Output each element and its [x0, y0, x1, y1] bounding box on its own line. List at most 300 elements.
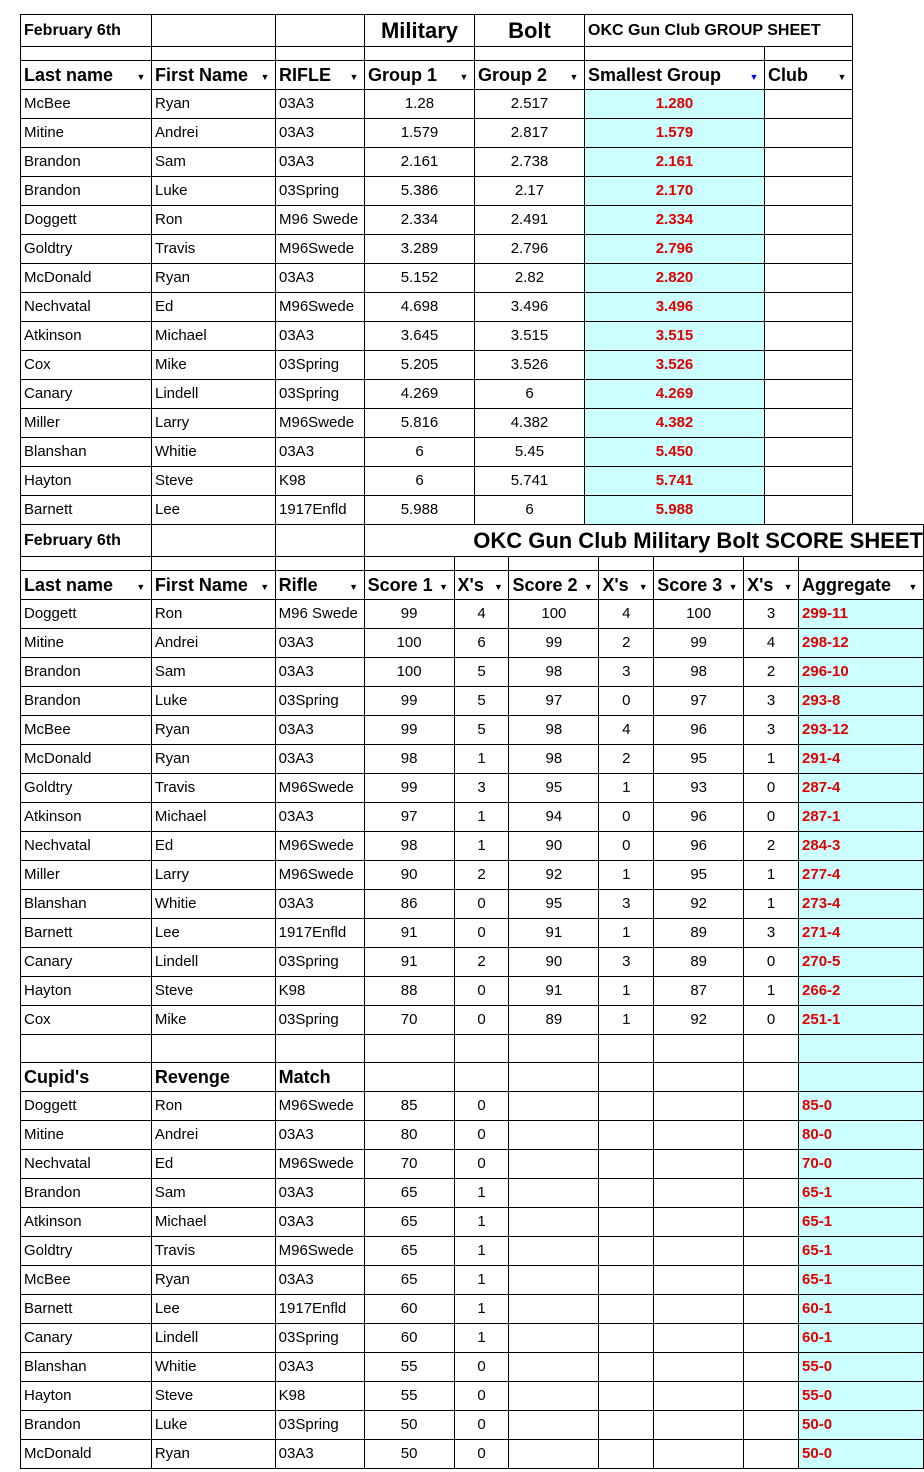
first-name-cell: Lee	[152, 496, 276, 525]
last-name-cell: Goldtry	[21, 1237, 152, 1266]
score1-cell: 88	[364, 977, 454, 1006]
table-row	[21, 977, 924, 1006]
score2-cell: 100	[509, 600, 599, 629]
rifle-cell: 03Spring	[276, 380, 365, 409]
last-name-cell: McBee	[21, 716, 152, 745]
score-col-header-label: Aggregate	[802, 575, 892, 595]
last-name-cell: Doggett	[21, 1092, 152, 1121]
x1-cell: 5	[454, 716, 509, 745]
last-name-cell: McBee	[21, 90, 152, 119]
group-col-header-label: Group 1	[368, 65, 438, 85]
smallest-group-cell: 1.280	[585, 90, 765, 119]
group2-cell: 2.796	[475, 235, 585, 264]
score-cell: 60	[364, 1295, 454, 1324]
table-row	[21, 1121, 924, 1150]
score3-cell: 89	[654, 919, 744, 948]
empty-cell	[744, 1411, 799, 1440]
score-col-header[interactable]	[654, 571, 744, 600]
last-name-cell: Miller	[21, 409, 152, 438]
rifle-cell: M96Swede	[275, 861, 364, 890]
first-name-cell: Andrei	[152, 119, 276, 148]
group2-cell: 2.817	[475, 119, 585, 148]
aggregate-cell: 50-0	[799, 1440, 924, 1469]
aggregate-cell: 65-1	[799, 1266, 924, 1295]
empty-cell	[599, 1295, 654, 1324]
table-row	[21, 322, 853, 351]
last-name-cell: Brandon	[21, 1179, 152, 1208]
filter-dropdown-icon[interactable]: ▼	[580, 579, 596, 595]
aggregate-cell: 70-0	[799, 1150, 924, 1179]
score3-cell: 89	[654, 948, 744, 977]
score-cell: 85	[364, 1092, 454, 1121]
spacer-cell	[151, 557, 275, 571]
group-header-row	[21, 61, 853, 90]
first-name-cell: Michael	[151, 803, 275, 832]
empty-cell	[654, 1150, 744, 1179]
rifle-cell: 03Spring	[275, 1324, 364, 1353]
score-col-header[interactable]	[744, 571, 799, 600]
filter-dropdown-icon[interactable]: ▼	[346, 69, 362, 85]
group1-cell: 4.269	[365, 380, 475, 409]
x1-cell: 1	[454, 832, 509, 861]
aggregate-cell: 271-4	[799, 919, 924, 948]
score1-cell: 91	[364, 948, 454, 977]
score2-cell: 90	[509, 948, 599, 977]
empty-cell	[599, 1035, 654, 1063]
smallest-group-cell: 2.820	[585, 264, 765, 293]
empty-cell	[744, 1440, 799, 1469]
group2-cell: 2.491	[475, 206, 585, 235]
score2-cell: 90	[509, 832, 599, 861]
group2-cell: 2.17	[475, 177, 585, 206]
aggregate-cell: 85-0	[799, 1092, 924, 1121]
aggregate-cell: 266-2	[799, 977, 924, 1006]
group-sheet-title: OKC Gun Club GROUP SHEET	[585, 15, 853, 47]
rifle-cell: 03Spring	[275, 1411, 364, 1440]
table-row	[21, 1266, 924, 1295]
first-name-cell: Travis	[151, 1237, 275, 1266]
last-name-cell: Doggett	[21, 206, 152, 235]
x-cell: 1	[454, 1208, 509, 1237]
rifle-cell: K98	[276, 467, 365, 496]
smallest-group-cell: 3.496	[585, 293, 765, 322]
group1-cell: 5.988	[365, 496, 475, 525]
club-cell	[765, 119, 853, 148]
x-cell: 1	[454, 1295, 509, 1324]
x2-cell: 3	[599, 658, 654, 687]
last-name-cell: McDonald	[21, 1440, 152, 1469]
x2-cell: 0	[599, 687, 654, 716]
cupids-title-cell: Cupid's	[21, 1063, 152, 1092]
score-col-header[interactable]	[21, 571, 152, 600]
score1-cell: 86	[364, 890, 454, 919]
group2-cell: 2.82	[475, 264, 585, 293]
aggregate-cell: 55-0	[799, 1382, 924, 1411]
x1-cell: 0	[454, 890, 509, 919]
group1-cell: 5.386	[365, 177, 475, 206]
score3-cell: 99	[654, 629, 744, 658]
empty-cell	[509, 1150, 599, 1179]
x1-cell: 1	[454, 803, 509, 832]
score-col-header[interactable]	[275, 571, 364, 600]
empty-cell	[654, 1208, 744, 1237]
aggregate-cell: 60-1	[799, 1295, 924, 1324]
empty-cell	[599, 1150, 654, 1179]
rifle-cell: 03A3	[275, 629, 364, 658]
score1-cell: 100	[364, 629, 454, 658]
rifle-cell: M96Swede	[276, 409, 365, 438]
smallest-group-cell: 4.382	[585, 409, 765, 438]
rifle-cell: 03Spring	[275, 1006, 364, 1035]
score3-cell: 98	[654, 658, 744, 687]
rifle-cell: 03A3	[275, 658, 364, 687]
empty-cell	[744, 1179, 799, 1208]
empty-cell	[744, 1035, 799, 1063]
last-name-cell: Atkinson	[21, 1208, 152, 1237]
empty-cell	[509, 1237, 599, 1266]
group1-cell: 2.334	[365, 206, 475, 235]
score-col-header-label: Score 2	[512, 575, 578, 595]
rifle-cell: M96Swede	[276, 293, 365, 322]
group-col-header[interactable]	[21, 61, 152, 90]
first-name-cell: Steve	[151, 1382, 275, 1411]
rifle-cell: 03A3	[275, 1266, 364, 1295]
first-name-cell: Ron	[151, 600, 275, 629]
score2-cell: 95	[509, 774, 599, 803]
aggregate-cell: 287-4	[799, 774, 924, 803]
rifle-cell: 03A3	[276, 119, 365, 148]
last-name-cell: Hayton	[21, 467, 152, 496]
aggregate-cell: 60-1	[799, 1324, 924, 1353]
last-name-cell: Doggett	[21, 600, 152, 629]
rifle-cell: 1917Enfld	[276, 496, 365, 525]
group2-cell: 3.526	[475, 351, 585, 380]
last-name-cell: Mitine	[21, 119, 152, 148]
score-col-header[interactable]	[599, 571, 654, 600]
filter-dropdown-icon[interactable]: ▼	[635, 579, 651, 595]
score2-cell: 91	[509, 977, 599, 1006]
smallest-group-cell: 3.526	[585, 351, 765, 380]
spacer-cell	[454, 557, 509, 571]
aggregate-cell: 50-0	[799, 1411, 924, 1440]
aggregate-cell: 284-3	[799, 832, 924, 861]
empty-cell	[799, 1035, 924, 1063]
first-name-cell: Ed	[151, 832, 275, 861]
last-name-cell: Brandon	[21, 687, 152, 716]
score-col-header-label: Score 1	[367, 575, 433, 595]
score3-cell: 95	[654, 861, 744, 890]
x2-cell: 4	[599, 716, 654, 745]
table-row	[21, 1324, 924, 1353]
empty-cell	[509, 1440, 599, 1469]
group1-cell: 6	[365, 467, 475, 496]
group-col-header[interactable]	[475, 61, 585, 90]
score-col-header[interactable]	[799, 571, 924, 600]
score2-cell: 91	[509, 919, 599, 948]
rifle-cell: 03A3	[276, 322, 365, 351]
score1-cell: 99	[364, 600, 454, 629]
empty-cell	[744, 1150, 799, 1179]
filter-dropdown-icon[interactable]: ▼	[780, 579, 796, 595]
aggregate-cell: 291-4	[799, 745, 924, 774]
empty-cell	[509, 1382, 599, 1411]
table-row	[21, 1440, 924, 1469]
first-name-cell: Michael	[151, 1208, 275, 1237]
score-cell: 60	[364, 1324, 454, 1353]
x-cell: 1	[454, 1324, 509, 1353]
last-name-cell: Canary	[21, 1324, 152, 1353]
score-col-header-label: Last name	[24, 575, 114, 595]
score-cell: 70	[364, 1150, 454, 1179]
rifle-cell: 03Spring	[276, 351, 365, 380]
table-row	[21, 861, 924, 890]
club-cell	[765, 496, 853, 525]
empty-cell	[151, 525, 275, 557]
x1-cell: 3	[454, 774, 509, 803]
first-name-cell: Whitie	[151, 1353, 275, 1382]
x-cell: 0	[454, 1382, 509, 1411]
group1-cell: 3.289	[365, 235, 475, 264]
blank-row	[21, 1035, 924, 1063]
x3-cell: 1	[744, 745, 799, 774]
first-name-cell: Ed	[151, 1150, 275, 1179]
score1-cell: 100	[364, 658, 454, 687]
first-name-cell: Travis	[151, 774, 275, 803]
x2-cell: 2	[599, 629, 654, 658]
score-col-header[interactable]	[454, 571, 509, 600]
club-cell	[765, 235, 853, 264]
rifle-cell: M96Swede	[275, 774, 364, 803]
x2-cell: 1	[599, 919, 654, 948]
table-row	[21, 716, 924, 745]
filter-dropdown-icon[interactable]: ▼	[257, 69, 273, 85]
table-row	[21, 1150, 924, 1179]
group1-cell: 1.28	[365, 90, 475, 119]
filter-dropdown-icon[interactable]: ▼	[257, 579, 273, 595]
empty-cell	[509, 1411, 599, 1440]
group-col-header[interactable]	[585, 61, 765, 90]
table-row	[21, 438, 853, 467]
table-row	[21, 1092, 924, 1121]
score1-cell: 70	[364, 1006, 454, 1035]
empty-cell	[509, 1121, 599, 1150]
group-sheet-date: February 6th	[21, 15, 152, 47]
empty-cell	[654, 1382, 744, 1411]
filter-dropdown-icon[interactable]: ▼	[133, 69, 149, 85]
score-col-header-label: Score 3	[657, 575, 723, 595]
score1-cell: 91	[364, 919, 454, 948]
rifle-cell: 03A3	[275, 1179, 364, 1208]
first-name-cell: Ryan	[151, 1440, 275, 1469]
rifle-cell: M96Swede	[276, 235, 365, 264]
score-cell: 50	[364, 1411, 454, 1440]
table-row	[21, 293, 853, 322]
score-col-header[interactable]	[364, 571, 454, 600]
rifle-cell: 03A3	[275, 716, 364, 745]
group-col-header[interactable]	[365, 61, 475, 90]
filter-dropdown-icon[interactable]: ▼	[346, 579, 362, 595]
table-row	[21, 1353, 924, 1382]
first-name-cell: Ryan	[152, 90, 276, 119]
score2-cell: 92	[509, 861, 599, 890]
group1-cell: 4.698	[365, 293, 475, 322]
club-cell	[765, 90, 853, 119]
club-cell	[765, 438, 853, 467]
empty-cell	[654, 1063, 744, 1092]
group2-cell: 5.741	[475, 467, 585, 496]
aggregate-cell: 299-11	[799, 600, 924, 629]
spacer-cell	[152, 47, 276, 61]
last-name-cell: Blanshan	[21, 1353, 152, 1382]
club-cell	[765, 293, 853, 322]
aggregate-cell: 296-10	[799, 658, 924, 687]
smallest-group-cell: 5.988	[585, 496, 765, 525]
score2-cell: 89	[509, 1006, 599, 1035]
last-name-cell: Barnett	[21, 496, 152, 525]
score-col-header-label: X's	[457, 575, 484, 595]
score-col-header[interactable]	[151, 571, 275, 600]
first-name-cell: Lindell	[151, 1324, 275, 1353]
aggregate-cell: 293-12	[799, 716, 924, 745]
score2-cell: 99	[509, 629, 599, 658]
x2-cell: 2	[599, 745, 654, 774]
club-cell	[765, 409, 853, 438]
first-name-cell: Whitie	[151, 890, 275, 919]
last-name-cell: McDonald	[21, 745, 152, 774]
empty-cell	[509, 1092, 599, 1121]
score-cell: 65	[364, 1237, 454, 1266]
table-row	[21, 658, 924, 687]
table-row	[21, 1382, 924, 1411]
club-cell	[765, 148, 853, 177]
last-name-cell: Brandon	[21, 658, 152, 687]
filter-dropdown-icon[interactable]: ▼	[834, 69, 850, 85]
first-name-cell: Mike	[151, 1006, 275, 1035]
first-name-cell: Lindell	[152, 380, 276, 409]
empty-cell	[599, 1063, 654, 1092]
x1-cell: 5	[454, 687, 509, 716]
filter-dropdown-icon[interactable]: ▼	[725, 579, 741, 595]
last-name-cell: McDonald	[21, 264, 152, 293]
x1-cell: 0	[454, 1006, 509, 1035]
x1-cell: 2	[454, 948, 509, 977]
empty-cell	[744, 1092, 799, 1121]
last-name-cell: Nechvatal	[21, 293, 152, 322]
table-row	[21, 409, 853, 438]
rifle-cell: M96Swede	[275, 1150, 364, 1179]
empty-cell	[599, 1208, 654, 1237]
group2-cell: 2.738	[475, 148, 585, 177]
spacer-cell	[654, 557, 744, 571]
rifle-cell: 03A3	[275, 745, 364, 774]
empty-cell	[509, 1353, 599, 1382]
empty-cell	[744, 1063, 799, 1092]
cupids-title-cell: Revenge	[151, 1063, 275, 1092]
x2-cell: 0	[599, 803, 654, 832]
filter-dropdown-icon[interactable]: ▼	[456, 69, 472, 85]
group1-cell: 3.645	[365, 322, 475, 351]
empty-cell	[599, 1237, 654, 1266]
empty-cell	[654, 1353, 744, 1382]
last-name-cell: Barnett	[21, 919, 152, 948]
last-name-cell: Mitine	[21, 1121, 152, 1150]
cupids-header-row	[21, 1063, 924, 1092]
score-cell: 65	[364, 1179, 454, 1208]
filter-dropdown-icon[interactable]: ▼	[490, 579, 506, 595]
group-col-header[interactable]	[276, 61, 365, 90]
club-cell	[765, 206, 853, 235]
empty-cell	[509, 1208, 599, 1237]
score-sheet-date: February 6th	[21, 525, 152, 557]
score1-cell: 99	[364, 774, 454, 803]
table-row	[21, 687, 924, 716]
group-col-header[interactable]	[765, 61, 853, 90]
last-name-cell: Brandon	[21, 148, 152, 177]
spacer-cell	[765, 47, 853, 61]
first-name-cell: Sam	[151, 1179, 275, 1208]
score1-cell: 99	[364, 716, 454, 745]
table-row	[21, 148, 853, 177]
score3-cell: 95	[654, 745, 744, 774]
group2-cell: 3.515	[475, 322, 585, 351]
x3-cell: 3	[744, 919, 799, 948]
group2-cell: 6	[475, 380, 585, 409]
score3-cell: 92	[654, 890, 744, 919]
group1-cell: 5.152	[365, 264, 475, 293]
rifle-cell: 03A3	[276, 90, 365, 119]
empty-cell	[599, 1382, 654, 1411]
rifle-cell: M96 Swede	[275, 600, 364, 629]
x3-cell: 2	[744, 832, 799, 861]
filter-dropdown-icon[interactable]: ▼	[566, 69, 582, 85]
score3-cell: 97	[654, 687, 744, 716]
filter-dropdown-icon[interactable]: ▼	[133, 579, 149, 595]
smallest-group-cell: 2.796	[585, 235, 765, 264]
group1-cell: 5.816	[365, 409, 475, 438]
empty-cell	[654, 1179, 744, 1208]
spacer-cell	[475, 47, 585, 61]
empty-cell	[21, 1035, 152, 1063]
empty-cell	[654, 1035, 744, 1063]
smallest-group-cell: 2.161	[585, 148, 765, 177]
last-name-cell: Barnett	[21, 1295, 152, 1324]
filter-dropdown-icon[interactable]: ▼	[905, 579, 921, 595]
empty-cell	[599, 1266, 654, 1295]
empty-cell	[599, 1121, 654, 1150]
empty-cell	[654, 1295, 744, 1324]
score-col-header[interactable]	[509, 571, 599, 600]
group-sheet-table	[20, 14, 853, 525]
score1-cell: 99	[364, 687, 454, 716]
spacer-cell	[276, 47, 365, 61]
filter-dropdown-icon[interactable]: ▼	[436, 579, 452, 595]
empty-cell	[654, 1324, 744, 1353]
smallest-group-cell: 5.450	[585, 438, 765, 467]
last-name-cell: Hayton	[21, 1382, 152, 1411]
last-name-cell: Cox	[21, 351, 152, 380]
score3-cell: 100	[654, 600, 744, 629]
aggregate-cell: 55-0	[799, 1353, 924, 1382]
score-col-header-label: First Name	[154, 575, 248, 595]
x3-cell: 3	[744, 716, 799, 745]
table-row	[21, 948, 924, 977]
filter-dropdown-icon[interactable]: ▼	[746, 69, 762, 85]
x2-cell: 1	[599, 861, 654, 890]
x2-cell: 1	[599, 774, 654, 803]
group-col-header[interactable]	[152, 61, 276, 90]
empty-cell	[152, 15, 276, 47]
empty-cell	[744, 1208, 799, 1237]
